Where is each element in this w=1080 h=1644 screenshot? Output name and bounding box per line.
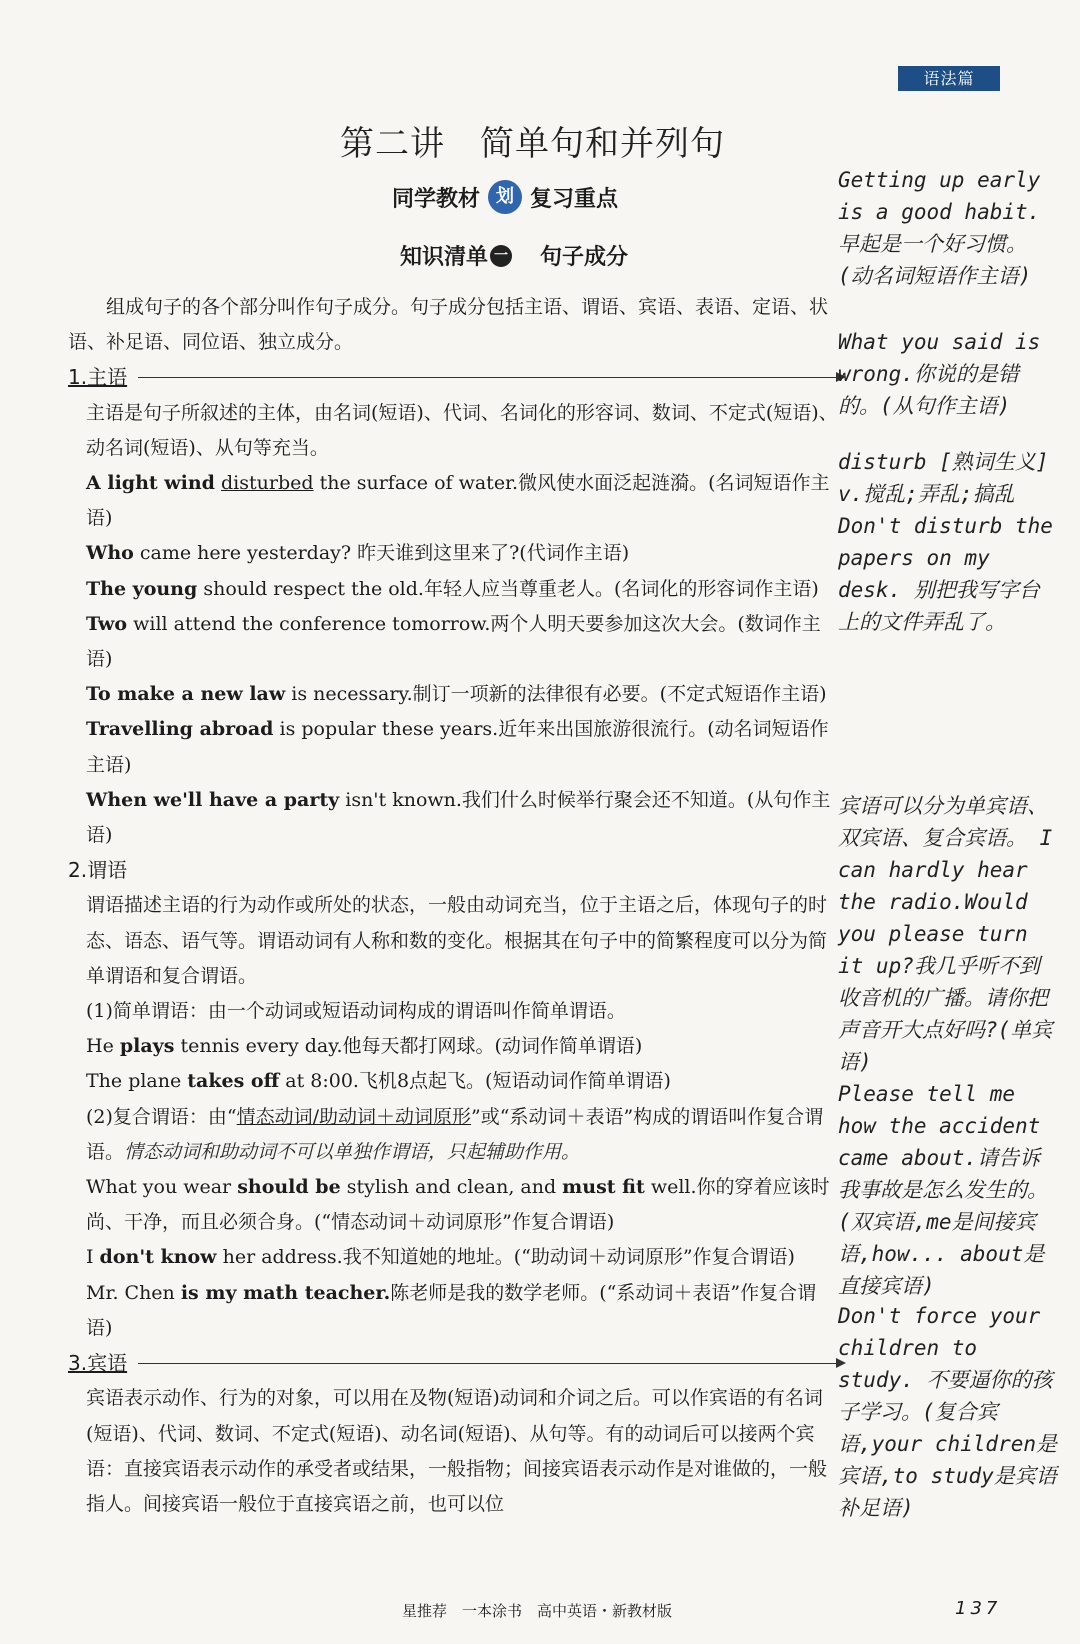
section-predicate-heading: 2.谓语 <box>68 858 128 883</box>
margin-note: Please tell me how the accident came about.请告诉我事故是怎么发生的。(双宾语,me是间接宾语,how... about是直接宾语) <box>838 1082 1048 1298</box>
section-object-heading: 3.宾语 <box>68 1346 840 1381</box>
arrow-icon <box>138 1363 844 1364</box>
margin-note: 宾语可以分为单宾语、双宾语、复合宾语。 I can hardly hear the radio.Would you please turn it up?我几乎听不到收音机的广播。请你把声音开大点好吗?(单宾语) <box>838 794 1053 1074</box>
arrow-icon <box>138 377 844 378</box>
subtitle <box>392 180 618 214</box>
example-sentence: He plays tennis every day.他每天都打网球。(动词作简单谓语) <box>86 1035 643 1058</box>
example-sentence: Mr. Chen is my math teacher.陈老师是我的数学老师。(“系动词＋表语”作复合谓语) <box>86 1281 817 1339</box>
compound-predicate-rule: (2)复合谓语：由“情态动词/助动词＋动词原形”或“系动词＋表语”构成的谓语叫作复合谓语。情态动词和助动词不可以单独作谓语，只起辅助作用。 <box>86 1105 824 1163</box>
intro-paragraph: 组成句子的各个部分叫作句子成分。句子成分包括主语、谓语、宾语、表语、定语、状语、补足语、同位语、独立成分。 <box>68 296 829 354</box>
section-tag: 语法篇 <box>898 66 1000 91</box>
page-title: 第二讲 简单句和并列句 <box>340 124 725 164</box>
example-sentence: The plane takes off at 8:00.飞机8点起飞。(短语动词作简单谓语) <box>86 1070 671 1093</box>
example-sentence: Who came here yesterday? 昨天谁到这里来了?(代词作主语) <box>86 542 630 565</box>
object-description: 宾语表示动作、行为的对象，可以用在及物(短语)动词和介词之后。可以作宾语的有名词(短语)、代词、数词、不定式(短语)、动名词(短语)、从句等。有的动词后可以接两个宾语：直接宾语表示动作的承受者或结果，一般指物；间接宾语表示动作是对谁做的，一般指人。间接宾语一般位于直接宾语之前，也可以位 <box>86 1387 828 1515</box>
example-sentence: To make a new law is necessary.制订一项新的法律很有必要。(不定式短语作主语) <box>86 683 827 706</box>
simple-predicate-rule: (1)简单谓语：由一个动词或短语动词构成的谓语叫作简单谓语。 <box>86 1000 626 1023</box>
subtitle-badge: 划 <box>488 180 522 214</box>
margin-note: Don't force your children to study. 不要逼你的孩子学习。(复合宾语,your children是宾语,to study是宾语补足语) <box>838 1304 1058 1520</box>
subject-description: 主语是句子所叙述的主体，由名词(短语)、代词、名词化的形容词、数词、不定式(短语)、动名词(短语)、从句等充当。 <box>86 401 838 459</box>
knowledge-topic: 句子成分 <box>540 245 629 270</box>
margin-note: Getting up early is a good habit. 早起是一个好习惯。(动名词短语作主语) <box>838 168 1041 288</box>
predicate-description: 谓语描述主语的行为动作或所处的状态，一般由动词充当，位于主语之后，体现句子的时态、语态、语气等。谓语动词有人称和数的变化。根据其在句子中的简繁程度可以分为简单谓语和复合谓语。 <box>86 894 828 987</box>
example-sentence: Travelling abroad is popular these years.近年来出国旅游很流行。(动名词短语作主语) <box>86 718 829 776</box>
knowledge-heading <box>400 240 628 271</box>
example-sentence: The young should respect the old.年轻人应当尊重老人。(名词化的形容词作主语) <box>86 577 819 600</box>
subtitle-right: 复习重点 <box>530 186 619 212</box>
page-number: 137 <box>955 1598 1002 1619</box>
main-text <box>68 290 840 1522</box>
section-subject-heading: 1.主语 <box>68 360 840 395</box>
knowledge-label: 知识清单 <box>400 245 489 270</box>
example-sentence: A light wind disturbed the surface of water.微风使水面泛起涟漪。(名词短语作主语) <box>86 472 830 530</box>
subtitle-left: 同学教材 <box>392 186 481 212</box>
margin-note: What you said is wrong.你说的是错的。(从句作主语) <box>838 330 1041 418</box>
example-sentence: I don't know her address.我不知道她的地址。(“助动词＋动词原形”作复合谓语) <box>86 1246 795 1269</box>
margin-note: disturb [熟词生义] v.搅乱;弄乱;搞乱 Don't disturb the papers on my desk. 别把我写字台上的文件弄乱了。 <box>838 450 1053 634</box>
example-sentence: When we'll have a party isn't known.我们什么时候举行聚会还不知道。(从句作主语) <box>86 788 831 847</box>
footer-series: 星推荐 一本涂书 高中英语・新教材版 <box>402 1602 673 1620</box>
example-sentence: Two will attend the conference tomorrow.两个人明天要参加这次大会。(数词作主语) <box>86 612 821 671</box>
knowledge-number: 一 <box>490 245 512 267</box>
example-sentence: What you wear should be stylish and clean, and must fit well.你的穿着应该时尚、干净，而且必须合身。(“情态动词＋动词原形”作复合谓语) <box>86 1176 830 1234</box>
handwritten-note: 情态动词和助动词不可以单独作谓语，只起辅助作用。 <box>124 1140 581 1163</box>
